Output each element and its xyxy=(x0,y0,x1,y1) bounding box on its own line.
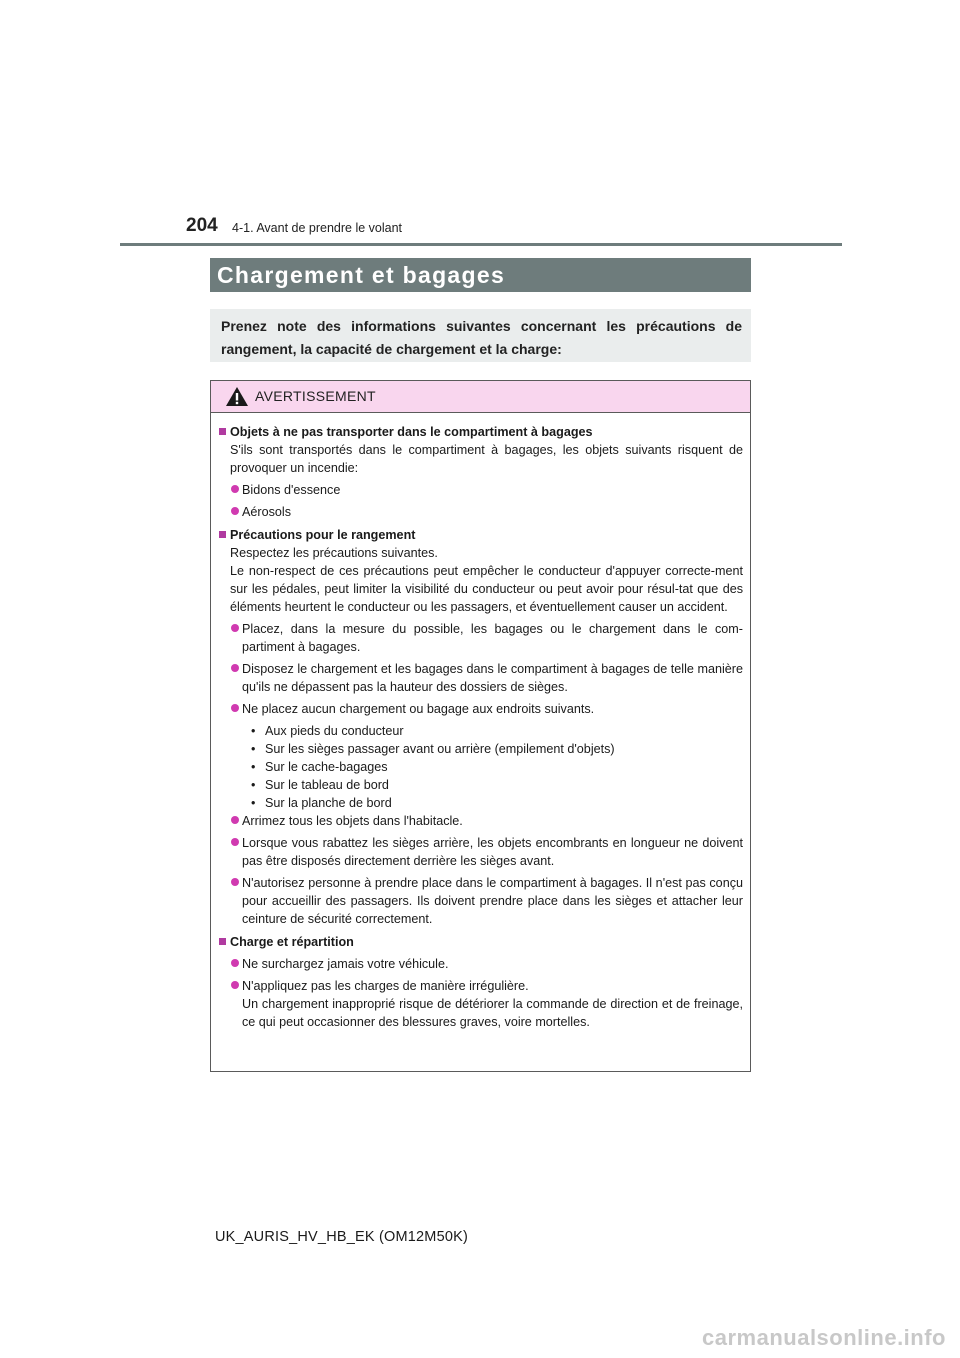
list-item-text: Bidons d'essence xyxy=(242,483,341,497)
section-heading-text: Précautions pour le rangement xyxy=(230,528,416,542)
list-item xyxy=(219,834,743,870)
list-item-text: Un chargement inapproprié risque de détériorer la commande de direction et de freinage, ce qui peut occasionner des blessures graves, voire mortelles. xyxy=(242,997,743,1029)
warning-body xyxy=(211,413,750,1031)
warning-label: AVERTISSEMENT xyxy=(255,388,376,404)
warning-box xyxy=(210,380,751,1072)
list-item-text: Disposez le chargement et les bagages dans le compartiment à bagages de telle manière qu'ils ne dépassent pas la hauteur des dossiers de sièges. xyxy=(242,662,743,694)
section-heading xyxy=(219,526,743,544)
list-item xyxy=(219,620,743,656)
sub-list-item: • Sur la planche de bord xyxy=(251,796,392,810)
list-item xyxy=(219,874,743,928)
paragraph: S'ils sont transportés dans le compartiment à bagages, les objets suivants risquent de provoquer un incendie: xyxy=(230,443,743,475)
section-heading-text: Charge et répartition xyxy=(230,935,354,949)
round-bullet-icon xyxy=(231,664,239,672)
watermark: carmanualsonline.info xyxy=(702,1325,946,1350)
warning-triangle-icon xyxy=(225,386,249,407)
intro-box: Prenez note des informations suivantes concernant les précautions de rangement, la capacité de chargement et la charge: xyxy=(210,309,751,362)
list-item-text: Aérosols xyxy=(242,505,291,519)
square-bullet-icon xyxy=(219,938,226,945)
list-item xyxy=(219,503,743,521)
sub-list-item: • Aux pieds du conducteur xyxy=(251,724,404,738)
round-bullet-icon xyxy=(231,704,239,712)
list-item xyxy=(219,700,743,718)
list-item xyxy=(219,660,743,696)
round-bullet-icon xyxy=(231,838,239,846)
square-bullet-icon xyxy=(219,428,226,435)
round-bullet-icon xyxy=(231,816,239,824)
round-bullet-icon xyxy=(231,959,239,967)
sub-list-item: • Sur le tableau de bord xyxy=(251,778,389,792)
page-title-bar xyxy=(210,258,751,292)
list-item-text: N'autorisez personne à prendre place dans le compartiment à bagages. Il n'est pas conçu pour accueillir des passagers. Ils doivent prendre place dans les sièges et attacher leur ceinture de sécurité correctement. xyxy=(242,876,743,926)
list-item xyxy=(219,977,743,1031)
list-item-text: Arrimez tous les objets dans l'habitacle. xyxy=(242,814,463,828)
list-item xyxy=(219,955,743,973)
paragraph: Le non-respect de ces précautions peut empêcher le conducteur d'appuyer correcte-ment sur les pédales, peut limiter la visibilité du conducteur ou peut avoir pour résul-tat que des éléments heurtent le conducteur ou les passagers, et éventuellement causer un accident. xyxy=(230,564,743,614)
square-bullet-icon xyxy=(219,531,226,538)
round-bullet-icon xyxy=(231,878,239,886)
section-heading xyxy=(219,933,743,951)
list-item-text: Ne surchargez jamais votre véhicule. xyxy=(242,957,449,971)
round-bullet-icon xyxy=(231,624,239,632)
round-bullet-icon xyxy=(231,485,239,493)
header-divider xyxy=(120,243,842,246)
list-item-text: Ne placez aucun chargement ou bagage aux endroits suivants. xyxy=(242,702,595,716)
list-item-text: Lorsque vous rabattez les sièges arrière, les objets encombrants en longueur ne doivent pas être disposés directement derrière les sièges avant. xyxy=(242,836,743,868)
section-breadcrumb: 4-1. Avant de prendre le volant xyxy=(232,221,403,235)
list-item xyxy=(219,812,743,830)
page-number: 204 xyxy=(186,215,218,236)
sub-list-item: • Sur les sièges passager avant ou arrière (empilement d'objets) xyxy=(251,742,615,756)
sub-list-item: • Sur le cache-bagages xyxy=(251,760,388,774)
section-heading-text: Objets à ne pas transporter dans le compartiment à bagages xyxy=(230,425,593,439)
round-bullet-icon xyxy=(231,507,239,515)
warning-header xyxy=(211,381,750,413)
page-title: Chargement et bagages xyxy=(217,262,506,288)
document-footer: UK_AURIS_HV_HB_EK (OM12M50K) xyxy=(215,1229,468,1245)
section-heading xyxy=(219,423,743,441)
list-item-text: N'appliquez pas les charges de manière irrégulière. xyxy=(242,979,529,993)
round-bullet-icon xyxy=(231,981,239,989)
list-item xyxy=(219,481,743,499)
paragraph: Respectez les précautions suivantes. xyxy=(230,546,438,560)
sub-list xyxy=(219,722,743,812)
list-item-text: Placez, dans la mesure du possible, les bagages ou le chargement dans le com-partiment à bagages. xyxy=(242,622,743,654)
